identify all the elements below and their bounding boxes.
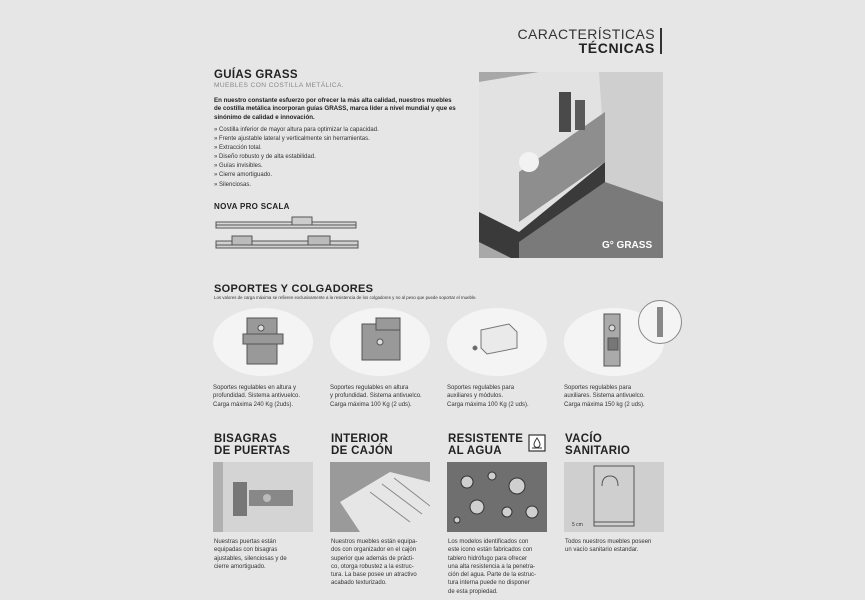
support-detail-zoom [638,300,682,344]
grass-title: GUÍAS GRASS [214,69,298,81]
drawer-organizer-illustration [330,462,430,532]
grass-bullets [214,126,379,190]
drawer-interior-photo [330,462,430,532]
soportes-note: Los valores de carga máxima se refieren exclusivamente a la resistencia de los colgadores y no al peso que puede soportar el mueble. [214,295,477,300]
bullet-item: » Diseño robusto y de alta estabilidad. [214,154,316,161]
support-1-image [213,308,313,376]
drawer-photo-illustration [479,72,663,258]
support-3-caption: Soportes regulables para auxiliares y módulos. Carga máxima 100 Kg (2 uds). [447,385,529,408]
grass-subtitle: MUEBLES CON COSTILLA METÁLICA. [214,82,344,89]
water-resistant-icon [528,434,546,452]
bullet-item: » Extracción total. [214,145,262,152]
feature-1-title: BISAGRAS DE PUERTAS [214,433,291,457]
support-4-caption: Soportes regulables para auxiliares. Sistema antivuelco. Carga máxima 150 kg (2 uds). [564,385,645,408]
support-2-caption: Soportes regulables en altura y profundidad. Sistema antivuelco. Carga máxima 100 Kg (2 uds). [330,385,422,408]
hinge-illustration [213,462,313,532]
grass-intro: En nuestro constante esfuerzo por ofrecer la más alta calidad, nuestros muebles de costilla metálica incorporan guías GRASS, marca líder a nivel mundial y que es sinónimo de calidad e innovación. [214,97,456,121]
water-drops-photo [447,462,547,532]
bullet-item: » Guías invisibles. [214,163,263,170]
support-3-illustration [447,308,547,376]
dimension-label: 5 cm [572,522,583,528]
bullet-item: » Cierre amortiguado. [214,172,273,179]
bullet-item: » Costilla inferior de mayor altura para optimizar la capacidad. [214,127,379,133]
drawer-rail-illustration [212,214,362,260]
feature-2-title: INTERIOR DE CAJÓN [331,433,393,457]
support-1-illustration [213,308,313,376]
header-accent-bar [660,28,662,54]
water-drops-illustration [447,462,547,532]
bullet-item: » Frente ajustable lateral y verticalmente sin herramientas. [214,136,370,143]
sanitary-gap-diagram [564,462,664,532]
feature-1-caption: Nuestras puertas están equipadas con bisagras ajustables, silenciosas y de cierre amortiguado. [214,539,287,570]
support-3-image [447,308,547,376]
bullet-item: » Silenciosas. [214,181,252,188]
feature-3-title: RESISTENTE AL AGUA [448,433,524,457]
support-2-image [330,308,430,376]
hinge-photo [213,462,313,532]
soportes-title: SOPORTES Y COLGADORES [214,283,374,295]
feature-4-caption: Todos nuestros muebles poseen un vacío sanitario estandar. [565,539,652,554]
feature-4-title: VACÍO SANITARIO [565,433,631,457]
furniture-photo [479,72,663,258]
header-title-line2: TÉCNICAS [578,40,655,56]
support-2-illustration [330,308,430,376]
grass-logo: G° GRASS [602,240,653,251]
support-1-caption: Soportes regulables en altura y profundidad. Sistema antivuelco. Carga máxima 240 Kg (2uds). [213,385,301,408]
support-detail-illustration [639,301,681,343]
header-title-line1: CARACTERÍSTICAS [517,26,655,42]
feature-3-caption: Los modelos identificados con este icono están fabricados con tablero hidrófugo para ofrecer una alta resistencia a la penetra- ción del agua. Parte de la estruc- tura interna puede no disponer de esta propiedad. [448,539,537,595]
feature-2-caption: Nuestros muebles están equipa- dos con organizador en el cajón superior que además de prácti- co, otorga robustez a la estruc- tura. La base posee un atractivo acabado texturizado. [331,539,418,587]
nova-title: NOVA PRO SCALA [214,202,290,211]
